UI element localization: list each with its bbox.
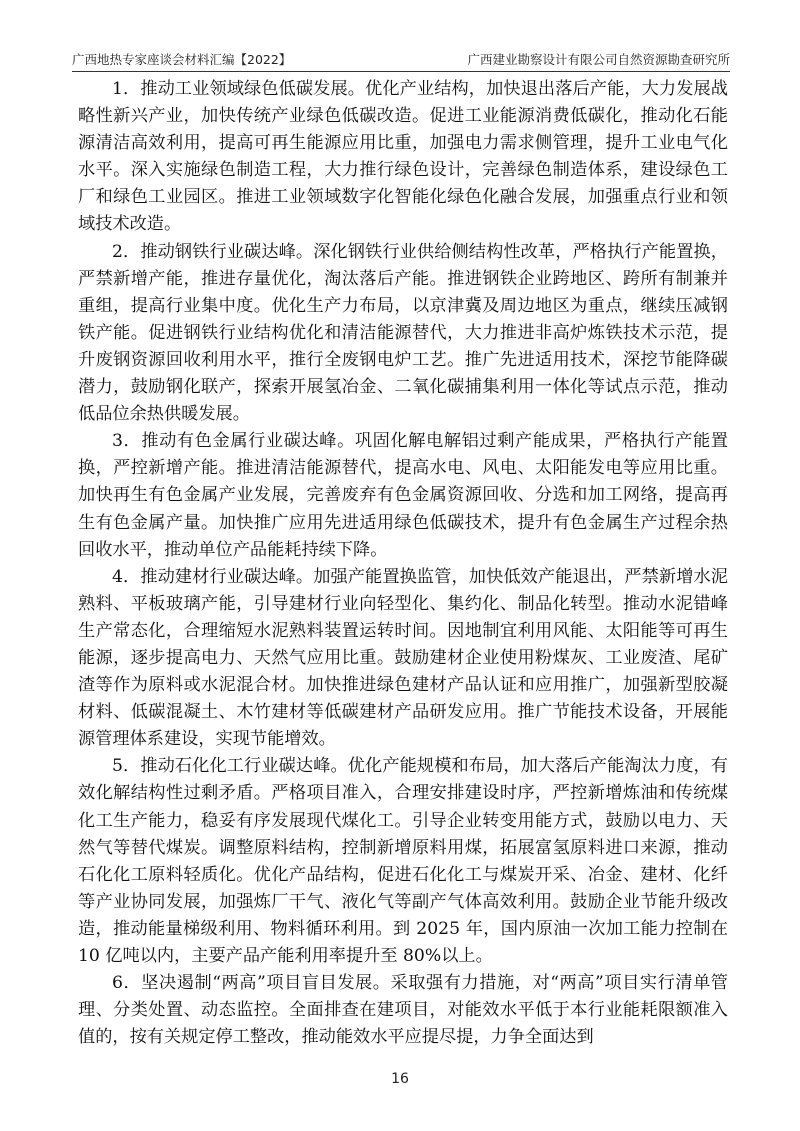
paragraph-industry-green: 1．推动工业领域绿色低碳发展。优化产业结构，加快退出落后产能，大力发展战略性新兴产业，加快传统产业绿色低碳改造。促进工业能源消费低碳化，推动化石能源清洁高效利用，提高可再生能源应用比重，加强电力需求侧管理，提升工业电气化水平。深入实施绿色制造工程，大力推行绿色设计，完善绿色制造体系，建设绿色工厂和绿色工业园区。推进工业领域数字化智能化绿色化融合发展，加强重点行业和领域技术改造。 — [78, 79, 728, 235]
document-body — [78, 76, 728, 1051]
paragraph-nonferrous: 3．推动有色金属行业碳达峰。巩固化解电解铝过剩产能成果，严格执行产能置换，严控新增产能。推进清洁能源替代，提高水电、风电、太阳能发电等应用比重。加快再生有色金属产业发展，完善废弃有色金属资源回收、分选和加工网络，提高再生有色金属产量。加快推广应用先进适用绿色低碳技术，提升有色金属生产过程余热回收水平，推动单位产品能耗持续下降。 — [78, 431, 728, 560]
paragraph-two-high-projects: 6．坚决遏制“两高”项目盲目发展。采取强有力措施，对“两高”项目实行清单管理、分类处置、动态监控。全面排查在建项目，对能效水平低于本行业能耗限额准入值的，按有关规定停工整改，推动能效水平应提尽提，力争全面达到 — [78, 973, 728, 1048]
page-header — [72, 48, 730, 68]
header-left-title: 广西地热专家座谈会材料汇编【2022】 — [72, 52, 292, 67]
paragraph-petrochemical: 5．推动石化化工行业碳达峰。优化产能规模和布局，加大落后产能淘汰力度，有效化解结构性过剩矛盾。严格项目准入，合理安排建设时序，严控新增炼油和传统煤化工生产能力，稳妥有序发展现代煤化工。引导企业转变用能方式，鼓励以电力、天然气等替代煤炭。调整原料结构，控制新增原料用煤，拓展富氢原料进口来源，推动石化化工原料轻质化。优化产品结构，促进石化化工与煤炭开采、冶金、建材、化纤等产业协同发展，加强炼厂干气、液化气等副产气体高效利用。鼓励企业节能升级改造，推动能量梯级利用、物料循环利用。到 2025 年，国内原油一次加工能力控制在 10 亿吨以内，主要产品产能利用率提升至 80%以上。 — [78, 756, 728, 966]
header-right-org: 广西建业勘察设计有限公司自然资源勘查研究所 — [467, 52, 730, 67]
paragraph-building-materials: 4．推动建材行业碳达峰。加强产能置换监管，加快低效产能退出，严禁新增水泥熟料、平板玻璃产能，引导建材行业向轻型化、集约化、制品化转型。推动水泥错峰生产常态化，合理缩短水泥熟料装置运转时间。因地制宜利用风能、太阳能等可再生能源，逐步提高电力、天然气应用比重。鼓励建材企业使用粉煤灰、工业废渣、尾矿渣等作为原料或水泥混合材。加快推进绿色建材产品认证和应用推广，加强新型胶凝材料、低碳混凝土、木竹建材等低碳建材产品研发应用。推广节能技术设备，开展能源管理体系建设，实现节能增效。 — [78, 566, 728, 750]
paragraph-steel: 2．推动钢铁行业碳达峰。深化钢铁行业供给侧结构性改革，严格执行产能置换，严禁新增产能，推进存量优化，淘汰落后产能。推进钢铁企业跨地区、跨所有制兼并重组，提高行业集中度。优化生产力布局，以京津冀及周边地区为重点，继续压减钢铁产能。促进钢铁行业结构优化和清洁能源替代，大力推进非高炉炼铁技术示范，提升废钢资源回收利用水平，推行全废钢电炉工艺。推广先进适用技术，深挖节能降碳潜力，鼓励钢化联产，探索开展氢冶金、二氧化碳捕集利用一体化等试点示范，推动低品位余热供暖发展。 — [78, 241, 728, 425]
header-divider — [72, 71, 730, 72]
page-number: 16 — [391, 1071, 409, 1087]
